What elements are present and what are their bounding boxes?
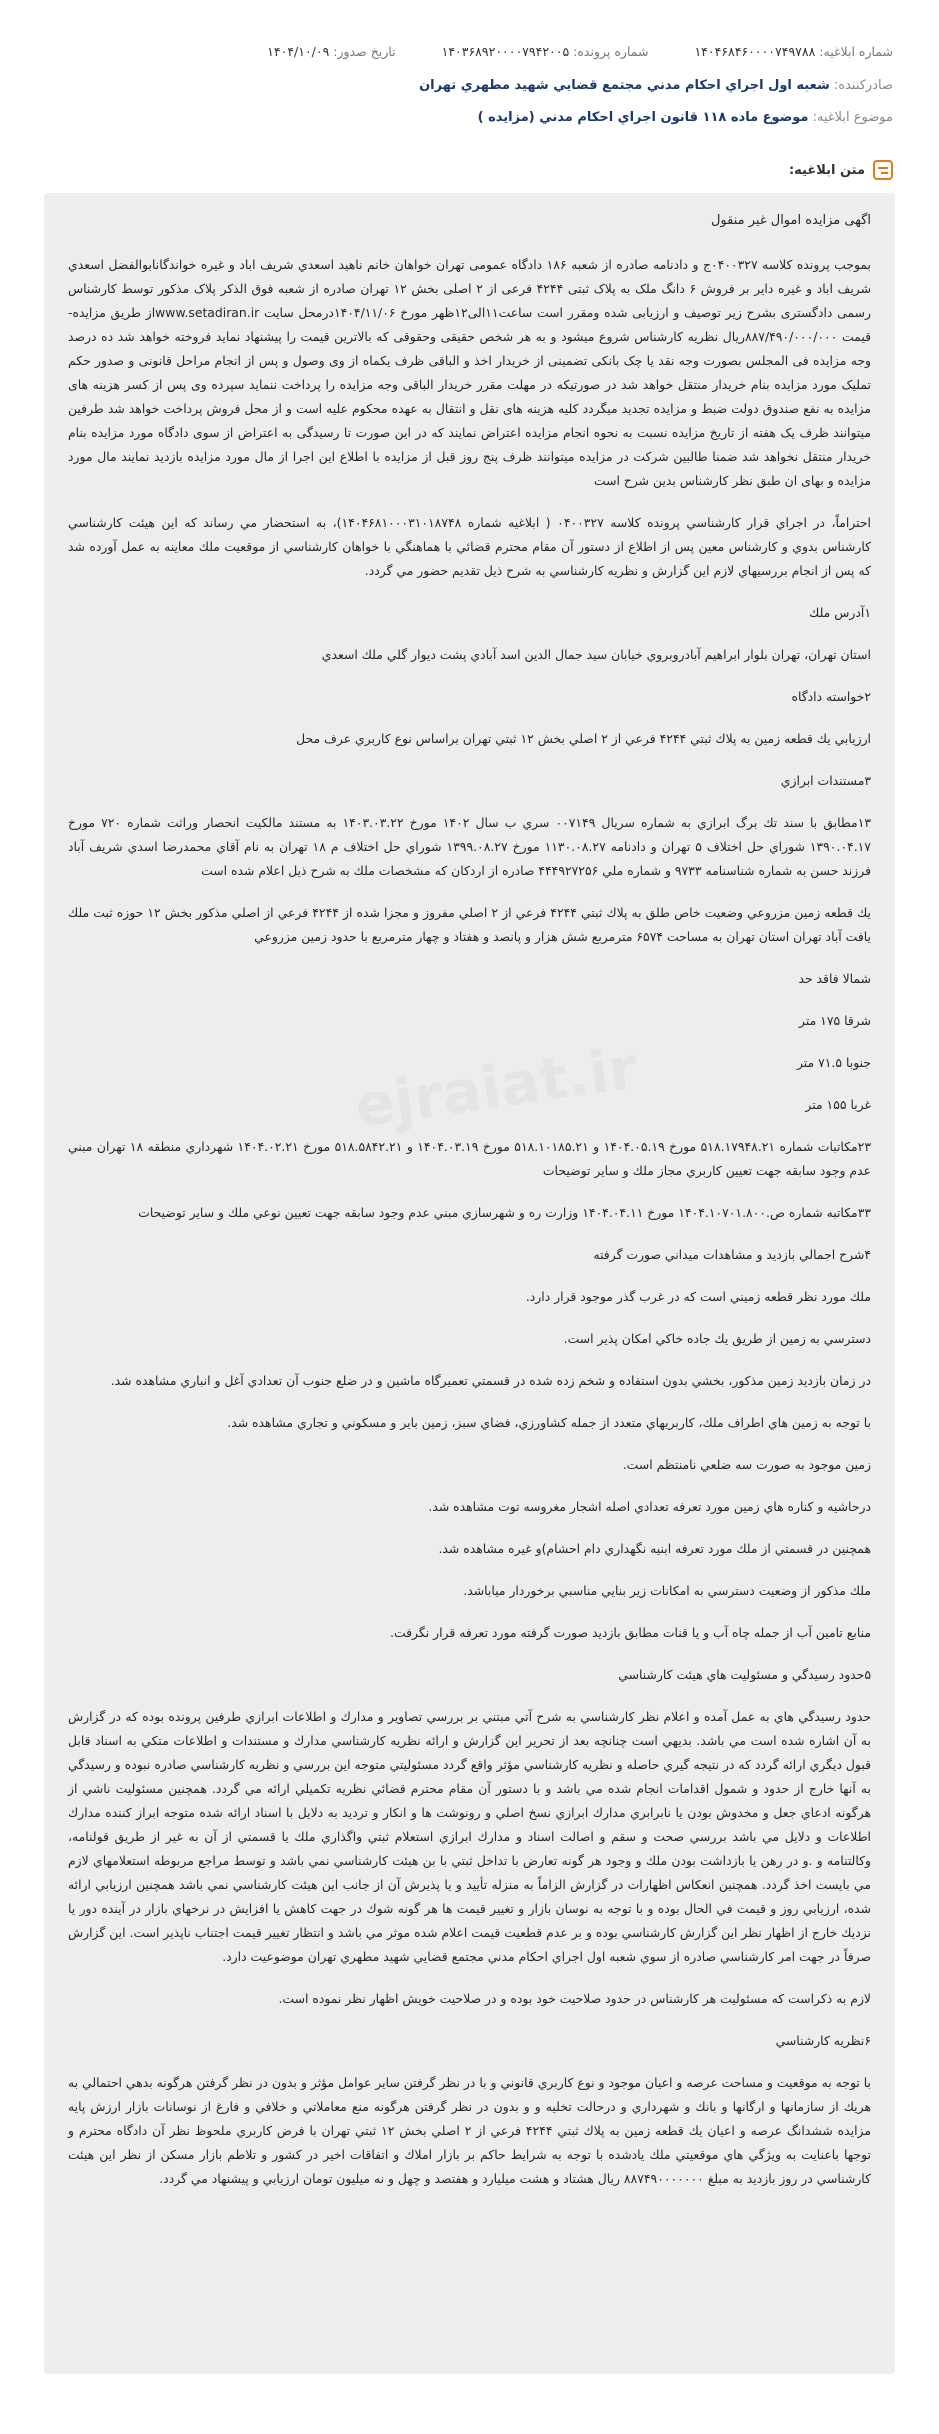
visit-note-8: ملك مذكور از وضعيت دسترسي به امكانات زير بنايي مناسبي برخوردار مياباشد.	[463, 1583, 871, 1598]
case-number: شماره پرونده: ۱۴۰۳۶۸۹۲۰۰۰۰۷۹۴۲۰۰۵	[441, 44, 649, 59]
notice-number: شماره ابلاغیه: ۱۴۰۴۶۸۴۶۰۰۰۰۷۴۹۷۸۸	[694, 44, 893, 59]
notice-text-heading	[789, 160, 893, 180]
visit-note-3: در زمان بازديد زمين مذكور، بخشي بدون استفاده و شخم زده شده در قسمتي تعميرگاه ماشين و در ضلع جنوب آن تعدادي آغل و انباري مشاهده شد.	[110, 1373, 871, 1388]
watermark-logo	[351, 1034, 642, 1141]
visit-note-9: منابع تامين آب از جمله چاه آب و يا قنات مطابق بازديد صورت گرفته مورد تعرفه قرار نگرفت.	[390, 1625, 871, 1640]
heading-documents: ۳مستندات ابرازي	[780, 773, 871, 788]
issuer-value: شعبه اول اجراي احكام مدني مجتمع قضايي شهيد مطهري تهران	[419, 78, 830, 93]
boundary-west: غربا ۱۵۵ متر	[805, 1097, 871, 1112]
boundary-east: شرقا ۱۷۵ متر	[799, 1013, 871, 1028]
notice-body-panel	[44, 193, 895, 2374]
visit-note-5: زمين موجود به صورت سه ضلعي نامنتظم است.	[622, 1457, 871, 1472]
visit-note-6: درحاشيه و كناره هاي زمين مورد تعرفه تعدادي اصله اشجار مغروسه توت مشاهده شد.	[428, 1499, 871, 1514]
notice-text-title: متن ابلاغیه:	[788, 162, 865, 178]
paragraph-expert-opinion: با توجه به موقعيت و مساحت عرصه و اعيان موجود و نوع كاربري قانوني و با در نظر گرفتن ساير عوامل مؤثر و بدون در نظر گرفتن هرگونه بدهي احتمالي به هريك از سازمانها و ارگانها و بانك و شهرداري و درحالت تخليه و و بدون در نظر گرفتن هرگونه منع معاملاتي و خلافي و فارغ از نوسانات بازار ارزش پايه مزايده ششدانگ عرصه و اعيان يك قطعه زمين به پلاك ثبتي ۴۲۴۴ فرعي از ۲ اصلي بخش ۱۲ ثبتي تهران با فرض كاربري ملحوظ نظر آن دادگاه محترم و توجها باعنايت به ويژگي هاي موقعيتي ملك يادشده با توجه به شرايط حاكم بر بازار املاك و اتفاقات اخير در كشور و تلاطم بازار مسكن از نظر اين هيئت كارشناسي در روز بازديد به مبلغ ۸۸۷۴۹۰۰۰۰۰۰۰ ريال هشتاد و هشت ميليارد و هفتصد و چهل و نه ميليون تومان ارزيابي و پيشنهاد مي گردد.	[68, 2075, 871, 2186]
heading-expert-opinion: ۶نظريه كارشناسي	[775, 2033, 871, 2048]
paragraph-land-description: يك قطعه زمين مزروعي وضعيت خاص طلق به پلاك ثبتي ۴۲۴۴ فرعي از ۲ اصلي مفروز و مجزا شده از ۴۲۴۴ فرعي از اصلي مذكور بخش ۱۲ حوزه ثبت ملك يافت آباد تهران استان تهران به مساحت ۶۵۷۴ مترمربع شش هزار و پانصد و هفتاد و چهار مترمربع با حدود زمين مزروعي	[68, 905, 871, 944]
paragraph-ministry-letter: ۳۳مكاتبه شماره ص.۱۴۰۴.۱۰۷۰۱.۸۰۰ مورخ ۱۴۰۴.۰۴.۱۱ وزارت ره و شهرسازي مبني عدم وجود سابقه جهت تعيين نوعي ملك و ساير توضيحات	[138, 1205, 871, 1220]
visit-note-7: همچنين در قسمتي از ملك مورد تعرفه ابنيه نگهداري دام احشام)و غيره مشاهده شد.	[438, 1541, 871, 1556]
subject-line: موضوع ابلاغیه: موضوع ماده ۱۱۸ قانون اجراي احكام مدني (مزايده )	[477, 110, 893, 125]
paragraph-scope: حدود رسيدگي هاي به عمل آمده و اعلام نظر كارشناسي به شرح آتي مبتني بر بررسي تصاوير و مدارك و اطلاعات ابرازي طرفين پرونده بوده كه در گزارش به آن اشاره شده است مي باشد. بديهي است چنانچه بعد از تحرير اين گزارش و ارائه نظريه كارشناسي مدارك و مستندات و اطلاعات متكي به اسناد قابل قبول ديگري ارائه گردد كه در نتيجه گيري حاصله و نظريه كارشناسي مؤثر واقع گردد مسئوليتي متوجه اين بررسي و نظريه كارشناسي صادره نبوده و رسيدگي به آنها خارج از حدود و شمول اقدامات انجام شده مي باشد و با دستور آن مقام محترم قضائي نظريه تكميلي ارائه مي گردد. همچنين مسئوليت ناشي از هرگونه ادعاي جعل و مخدوش بودن يا نابرابري مدارك ابرازي نسخ اصلي و رونوشت ها و انكار و ترديد به دلايل با اسناد ارائه شده متوجه ابراز كننده مدارك اطلاعات و دلايل مي باشد بررسي صحت و سقم و اصالت اسناد و مدارك ابرازي استعلام ثبتي واگذاري ملك يا قسمتي از آن به غير از طريق قولنامه، وكالتنامه و .و در رهن يا بازداشت بودن ملك و وجود هر گونه تعارض با تداخل ثبتي با بن هيئت كارشناسي نمي باشد و توسط مراجع مربوطه استعلامهاي لازم مي بايست اخذ گردد. همچنين انعكاس اظهارات در گزارش الزاماً به منزله تأييد و يا پذيرش آن از جانب اين هيئت كارشناسي نمي باشد همچنين ارزيابي ارائه شده، ارزيابي روز و قيمت في الحال بوده و با توجه به نوسان بازار و تغيير قيمت ها هر گونه شوك در جهت كاهش يا افزايش در نرخهاي بازار در آينده دور يا نزديك خارج از اظهار نظر اين گزارش كارشناسي بوده و بر عدم قطعيت قيمت اعلام شده موثر مي باشد و انتظار تغيير قيمت اجتناب ناپذير است. اين گزارش صرفاً در جهت امر كارشناسي صادره از سوي شعبه اول اجراي احكام مدني مجتمع قضايي شهيد مطهري تهران موضوعيت دارد.	[68, 1709, 871, 1964]
visit-note-4: با توجه به زمين هاي اطراف ملك، كاربريهاي متعدد از جمله كشاورزي، فضاي سبز، زمين باير و مسكوني و تجاري مشاهده شد.	[227, 1415, 871, 1430]
paragraph-auction-terms: بموجب پرونده کلاسه ۰۴۰۰۳۲۷ج و دادنامه صادره از شعبه ۱۸۶ دادگاه عمومی تهران خواهان خانم ناهيد اسعدي شريف اباد و غيره خواندگانابوالفضل اسعدي شريف اباد و غيره داير بر فروش ۶ دانگ ملک به پلاک ثبتی ۴۲۴۴ فرعی از ۲ اصلی بخش ۱۲ تهران صادره از شعبه فوق الذکر پلاک مذکور توسط کارشناس رسمی دادگستری بشرح زیر توصیف و ارزیابی شده ومقرر است ساعت۱۱الی۱۲ظهر مورخ ۱۴۰۴/۱۱/۰۶درمحل سایت www.setadiran.irاز طریق مزایده- قیمت ۸۸۷/۴۹۰/۰۰۰/۰۰۰ریال نظریه کارشناس شروع میشود و به هر شخص حقیقی وحقوقی که بالاترین قیمت را پیشنهاد نماید فروخته خواهد شد ده درصد وجه مزایده فی المجلس بصورت وجه نقد یا چک بانکی تضمینی از خریدار اخذ و الباقی ظرف یکماه از وی وصول و پس از انجام مراحل قانونی و صدور حکم تملیک مورد مزایده بنام خریدار منتقل خواهد شد در صورتیکه در مهلت مقرر خریدار الباقی وجه مزایده را پرداخت ننماید سپرده وی پس از کسر هزینه های مزایده به نفع صندوق دولت ضبط و مزایده تجدید میگردد کلیه هزینه های نقل و انتقال به عهده محکوم علیه است و از محل فروش پرداخت خواهد شد طرفین میتوانند ظرف یک هفته از تاریخ مزایده نسبت به نحوه انجام مزایده اعتراض نمایند که در این صورت تا رسیدگی به اعتراض از سوی دادگاه مورد مزایده بنام خریدار منتقل نخواهد شد ضمنا طالبین شرکت در مزایده میتوانند ظرف پنج روز قبل از مزایده با اطلاع این اجرا از مال مورد مزایده بازدید نمایند مال مورد مزايده و بهای ان طبق نظر کارشناس بدین شرح است	[68, 257, 871, 488]
notice-body-title: اگهی مزایده اموال غیر منقول	[710, 213, 871, 228]
paragraph-property-address: استان تهران، تهران بلوار ابراهيم آبادروبروي خيابان سيد جمال الدين اسد آبادي پشت ديوار گلي ملك اسعدي	[321, 647, 871, 662]
paragraph-expert-intro: احتراماً، در اجراي قرار كارشناسي پرونده كلاسه ۰۴۰۰۳۲۷ ( ابلاغيه شماره ۱۴۰۴۶۸۱۰۰۰۳۱۰۱۸۷۴۸)، به استحضار مي رساند كه اين هيئت كارشناسي كارشناس بدوي و كارشناس معين پس از اطلاع از دستور آن مقام محترم قضائي با هماهنگي با خواهان كارشناسي از موقعيت ملك معاينه به عمل آورده شد كه پس از انجام بررسيهاي لازم اين گزارش و نظريه كارشناسي به شرح ذيل تقديم حضور مي گردد.	[68, 515, 871, 578]
paragraph-court-request: ارزيابي يك قطعه زمين به پلاك ثبتي ۴۲۴۴ فرعي از ۲ اصلي بخش ۱۲ ثبتي تهران براساس نوع كاربري عرف محل	[296, 731, 871, 746]
boundary-north: شمالا فاقد حد	[798, 971, 871, 986]
paragraph-municipality-letters: ۲۳مكاتبات شماره ۵۱۸.۱۷۹۴۸.۲۱ مورخ ۱۴۰۴.۰۵.۱۹ و ۵۱۸.۱۰۱۸۵.۲۱ مورخ ۱۴۰۴.۰۳.۱۹ و ۵۱۸.۵۸۴۲.۲۱ مورخ ۱۴۰۴.۰۲.۲۱ شهرداري منطقه ۱۸ تهران مبني عدم وجود سابقه جهت تعيين كاربري مجاز ملك و ساير توضيحات	[68, 1139, 871, 1178]
issue-date: تاریخ صدور: ۱۴۰۴/۱۰/۰۹	[267, 44, 396, 59]
visit-note-1: ملك مورد نظر قطعه زميني است كه در غرب گذر موجود قرار دارد.	[525, 1289, 871, 1304]
heading-property-address: ۱آدرس ملك	[809, 605, 871, 620]
notice-meta-row	[46, 44, 893, 59]
heading-site-visit: ۴شرح اجمالي بازديد و مشاهدات ميداني صورت گرفته	[593, 1247, 871, 1262]
heading-court-request: ۲خواسته دادگاه	[791, 689, 871, 704]
visit-note-2: دسترسي به زمين از طريق يك جاده خاكي امكان پذير است.	[563, 1331, 871, 1346]
boundary-south: جنوبا ۷۱.۵ متر	[796, 1055, 871, 1070]
issuer-line: صادرکننده: شعبه اول اجراي احكام مدني مجتمع قضايي شهيد مطهري تهران	[419, 78, 893, 93]
notice-icon	[873, 160, 893, 180]
paragraph-deed: ۱۳مطابق با سند تك برگ ابرازي به شماره سريال ۰۰۷۱۴۹ سري ب سال ۱۴۰۲ مورخ ۱۴۰۳.۰۳.۲۲ به مستند مالكيت انحصار وراثت شماره ۷۲۰ مورخ ۱۳۹۰.۰۴.۱۷ شوراي حل اختلاف ۵ تهران و دادنامه ۱۱۳۰.۰۸.۲۷ مورخ ۱۳۹۹.۰۸.۲۷ شوراي حل اختلاف م ۱۸ تهران به نام آقاي محمدرضا اسدي شريف آباد فرزند حسن به شماره شناسنامه ۹۷۳۳ و شماره ملي ۴۴۴۹۲۷۲۵۶ صادره از اردكان كه مشخصات ملك به شرح ذيل اعلام شده است	[68, 815, 871, 878]
paragraph-responsibility-note: لازم به ذكراست كه مسئوليت هر كارشناس در حدود صلاحيت خود بوده و در صلاحيت خويش اظهار نظر نموده است.	[278, 1991, 871, 2006]
subject-value: موضوع ماده ۱۱۸ قانون اجراي احكام مدني (مزايده )	[477, 110, 809, 125]
heading-scope: ۵حدود رسيدگي و مسئوليت هاي هيئت كارشناسي	[618, 1667, 871, 1682]
